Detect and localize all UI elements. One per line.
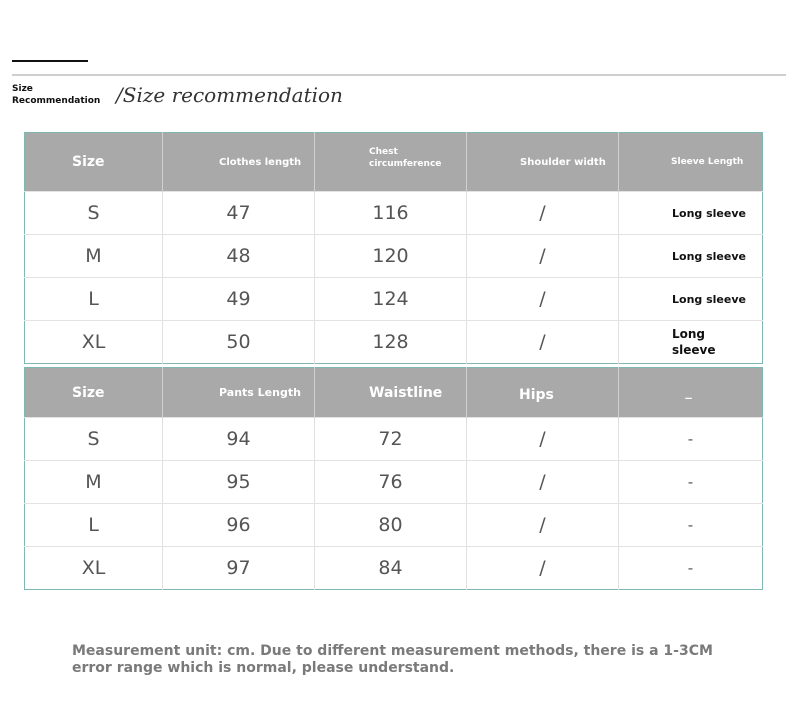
cell-size: L — [25, 278, 163, 321]
header-size: Size — [25, 133, 163, 192]
cell-waistline: 80 — [315, 504, 467, 547]
cell-clothes-length: 47 — [163, 192, 315, 235]
top-accent-bar — [12, 60, 88, 62]
cell-waistline: 72 — [315, 418, 467, 461]
cell-shoulder: / — [467, 278, 619, 321]
cell-hips: / — [467, 547, 619, 590]
cell-chest: 124 — [315, 278, 467, 321]
header-waistline: Waistline — [315, 368, 467, 418]
cell-pants-length: 95 — [163, 461, 315, 504]
header-hips: Hips — [467, 368, 619, 418]
cell-waistline: 84 — [315, 547, 467, 590]
header-sleeve-length: Sleeve Length — [619, 133, 763, 192]
small-title-line1: Size — [12, 84, 33, 94]
cell-hips: / — [467, 461, 619, 504]
cell-sleeve: Long sleeve — [619, 235, 763, 278]
measurement-note: Measurement unit: cm. Due to different measurement methods, there is a 1-3CM error range which is normal, please understand. — [72, 643, 713, 676]
table-row — [25, 547, 763, 590]
cell-blank: - — [619, 504, 763, 547]
page-title: /Size recommendation — [116, 83, 343, 107]
cell-size: XL — [25, 547, 163, 590]
size-recommendation-label — [12, 83, 100, 107]
cell-hips: / — [467, 504, 619, 547]
cell-size: M — [25, 235, 163, 278]
table-row — [25, 235, 763, 278]
table-row — [25, 504, 763, 547]
cell-shoulder: / — [467, 321, 619, 364]
cell-chest: 116 — [315, 192, 467, 235]
cell-waistline: 76 — [315, 461, 467, 504]
header-blank: _ — [619, 368, 763, 418]
table-header-row — [25, 368, 763, 418]
header-shoulder-width: Shoulder width — [467, 133, 619, 192]
table-row — [25, 418, 763, 461]
cell-clothes-length: 50 — [163, 321, 315, 364]
bottom-size-table — [24, 367, 763, 590]
table-row — [25, 321, 763, 364]
cell-shoulder: / — [467, 235, 619, 278]
cell-size: XL — [25, 321, 163, 364]
cell-size: L — [25, 504, 163, 547]
header-pants-length: Pants Length — [163, 368, 315, 418]
cell-clothes-length: 49 — [163, 278, 315, 321]
cell-size: S — [25, 192, 163, 235]
cell-sleeve — [619, 321, 763, 364]
table-header-row — [25, 133, 763, 192]
table-row — [25, 192, 763, 235]
cell-pants-length: 97 — [163, 547, 315, 590]
cell-sleeve: Long sleeve — [619, 192, 763, 235]
cell-blank: - — [619, 461, 763, 504]
table-row — [25, 461, 763, 504]
sleeve-wrapped-text: Long sleeve — [672, 327, 716, 357]
cell-blank: - — [619, 547, 763, 590]
header-chest-circumference — [315, 133, 467, 192]
cell-pants-length: 96 — [163, 504, 315, 547]
cell-size: M — [25, 461, 163, 504]
small-title-line2: Recommendation — [12, 96, 101, 106]
top-size-table — [24, 132, 763, 364]
cell-shoulder: / — [467, 192, 619, 235]
cell-chest: 120 — [315, 235, 467, 278]
cell-clothes-length: 48 — [163, 235, 315, 278]
top-divider-line — [12, 74, 786, 76]
header-clothes-length: Clothes length — [163, 133, 315, 192]
cell-chest: 128 — [315, 321, 467, 364]
cell-size: S — [25, 418, 163, 461]
chest-label: Chest circumference — [369, 147, 442, 169]
cell-blank: - — [619, 418, 763, 461]
cell-pants-length: 94 — [163, 418, 315, 461]
cell-sleeve: Long sleeve — [619, 278, 763, 321]
table-row — [25, 278, 763, 321]
header-size: Size — [25, 368, 163, 418]
cell-hips: / — [467, 418, 619, 461]
